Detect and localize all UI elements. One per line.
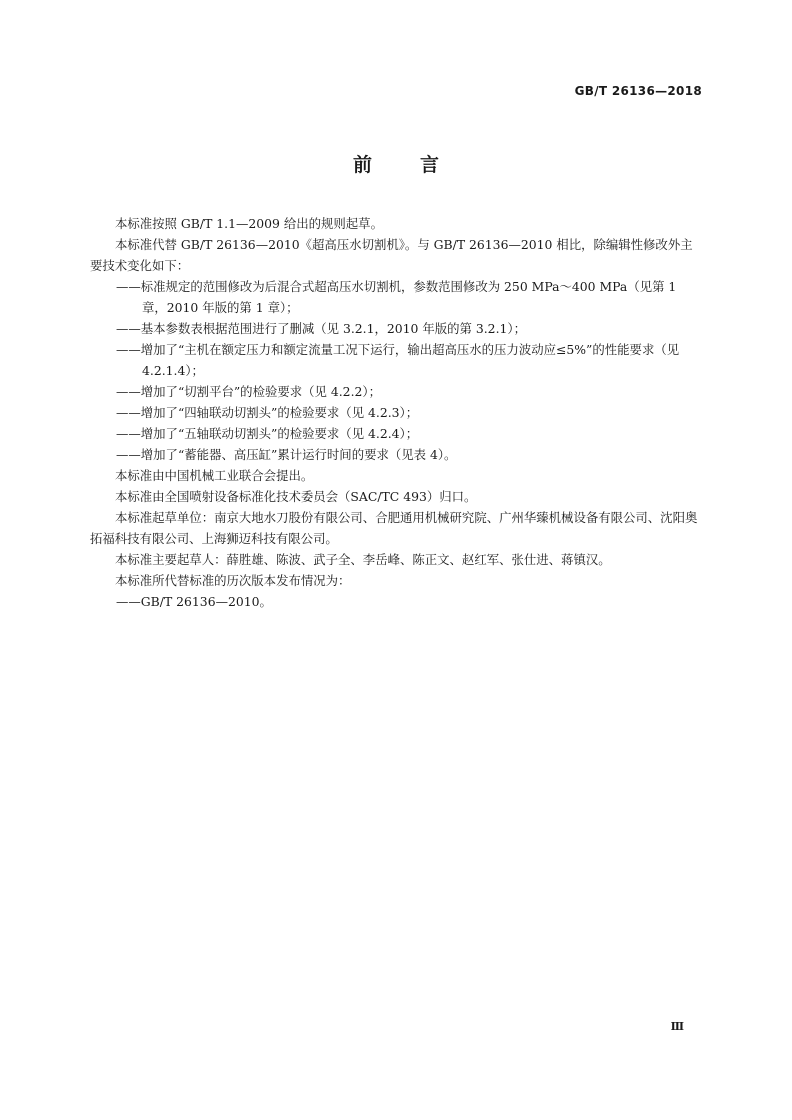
paragraph-drafters: 本标准主要起草人：薛胜雄、陈波、武子全、李岳峰、陈正文、赵红军、张仕进、蒋镇汉。 (115, 552, 611, 567)
change-item: ——增加了“切割平台”的检验要求（见 4.2.2）； (116, 384, 381, 399)
change-item: ——标准规定的范围修改为后混合式超高压水切割机，参数范围修改为 250 MPa～400 MPa（见第 1 章，2010 年版的第 1 章）； (116, 279, 677, 315)
change-item: ——基本参数表根据范围进行了删减（见 3.2.1，2010 年版的第 3.2.1）； (116, 321, 526, 336)
standard-number: GB/T 26136—2018 (574, 84, 702, 98)
page-number: Ⅲ (670, 1020, 684, 1033)
change-item: ——增加了“主机在额定压力和额定流量工况下运行，输出超高压水的压力波动应≤5%”的性能要求（见 4.2.1.4）； (116, 342, 680, 378)
change-item: ——增加了“五轴联动切割头”的检验要求（见 4.2.4）； (116, 426, 419, 441)
paragraph-history-intro: 本标准所代替标准的历次版本发布情况为： (115, 573, 351, 588)
change-item: ——增加了“四轴联动切割头”的检验要求（见 4.2.3）； (116, 405, 419, 420)
paragraph-proposer: 本标准由中国机械工业联合会提出。 (115, 468, 314, 483)
page-title: 前言 (352, 154, 487, 176)
paragraph-drafting-rules: 本标准按照 GB/T 1.1—2009 给出的规则起草。 (115, 216, 383, 231)
paragraph-replacement: 本标准代替 GB/T 26136—2010《超高压水切割机》。与 GB/T 26136—2010 相比，除编辑性修改外主要技术变化如下： (90, 237, 693, 273)
change-item: ——增加了“蓄能器、高压缸”累计运行时间的要求（见表 4）。 (116, 447, 457, 462)
paragraph-drafting-units: 本标准起草单位：南京大地水刀股份有限公司、合肥通用机械研究院、广州华臻机械设备有限公司、沈阳奥拓福科技有限公司、上海狮迈科技有限公司。 (90, 510, 698, 546)
history-item: ——GB/T 26136—2010。 (116, 594, 272, 609)
paragraph-committee: 本标准由全国喷射设备标准化技术委员会（SAC/TC 493）归口。 (115, 489, 477, 504)
document-body (90, 213, 703, 612)
